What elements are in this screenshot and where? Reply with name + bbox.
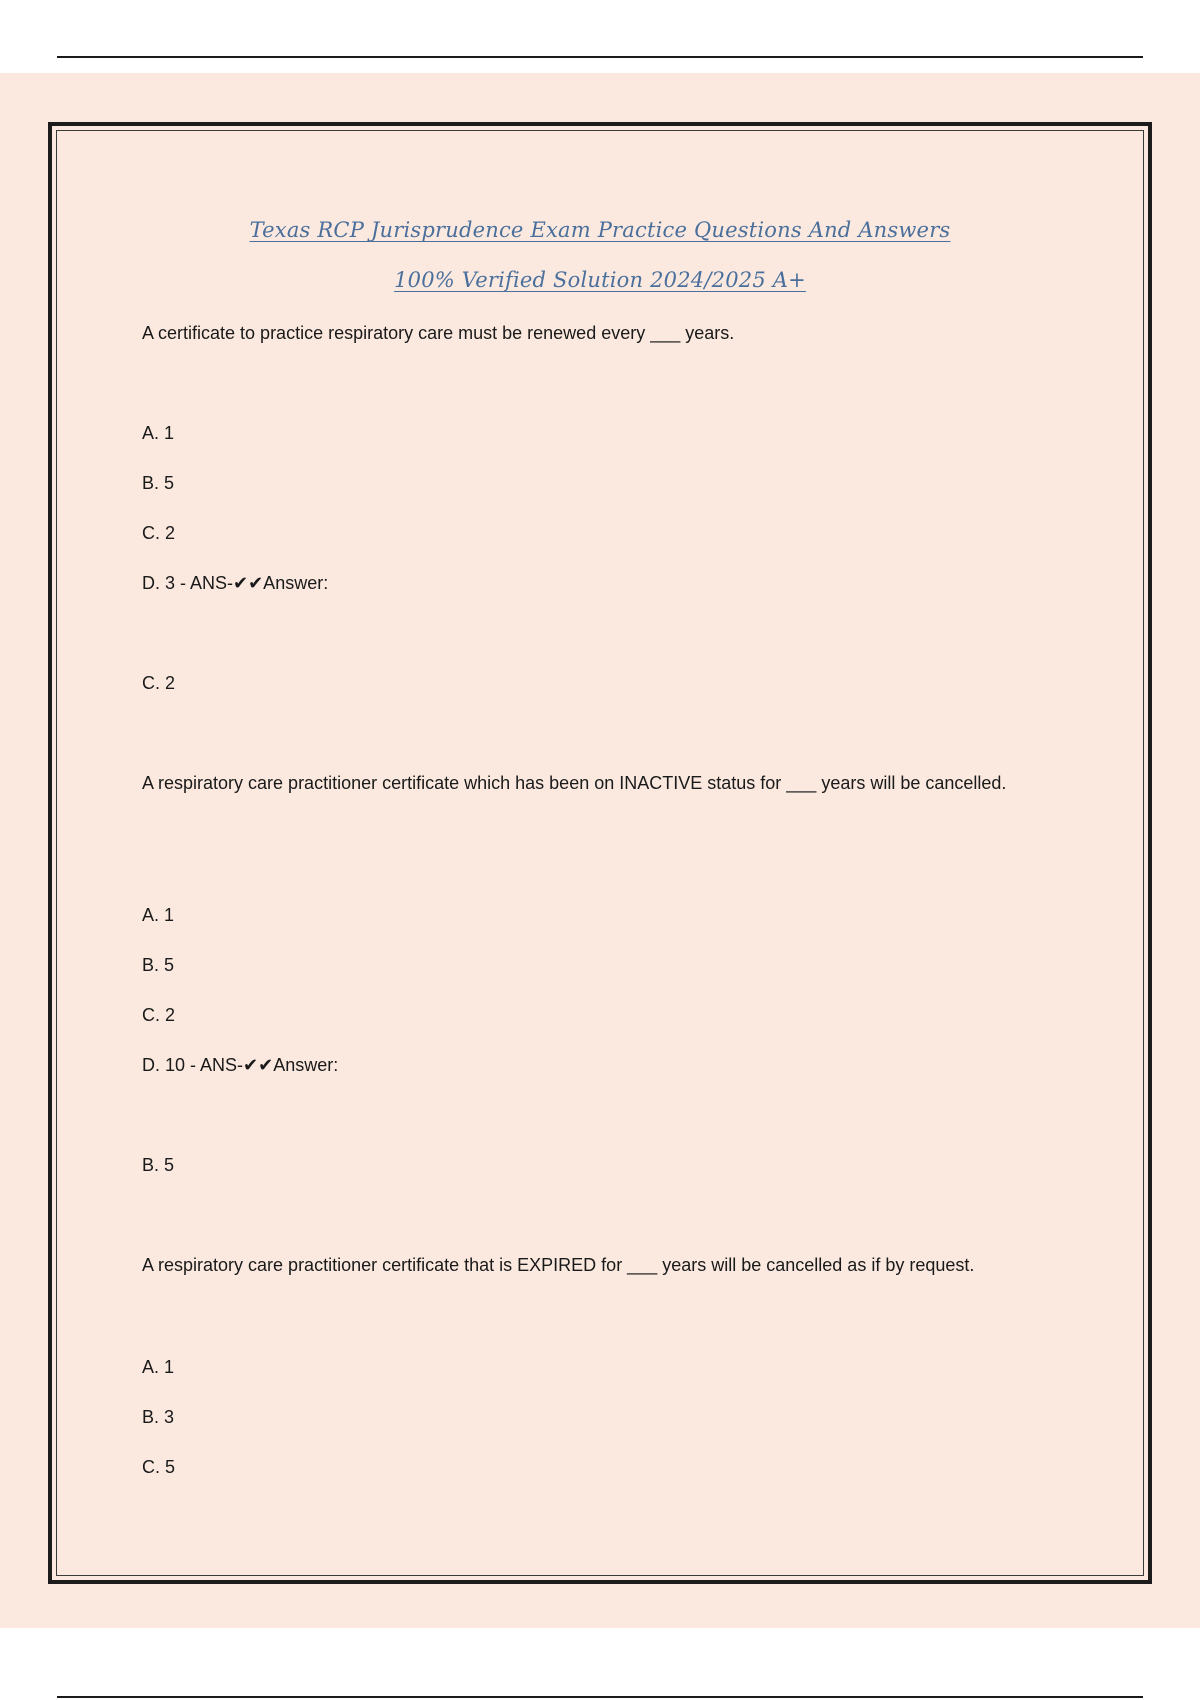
question-2-option-b: B. 5 (142, 955, 175, 975)
document-subtitle: 100% Verified Solution 2024/2025 A+ (394, 268, 806, 292)
question-1-option-b: B. 5 (142, 473, 175, 493)
question-2-option-a: A. 1 (142, 905, 175, 925)
question-2-answer: B. 5 (142, 1155, 175, 1175)
question-2-option-c: C. 2 (142, 1005, 176, 1025)
question-3-text: A respiratory care practitioner certificate that is EXPIRED for ___ years will be cancelled as if by request. (142, 1255, 975, 1275)
question-3-option-c: C. 5 (142, 1457, 176, 1477)
question-2-option-d: D. 10 - ANS-✔✔Answer: (142, 1055, 339, 1075)
document-title: Texas RCP Jurisprudence Exam Practice Questions And Answers (249, 218, 951, 242)
question-1-option-a: A. 1 (142, 423, 175, 443)
question-1-answer: C. 2 (142, 673, 176, 693)
question-3-option-b: B. 3 (142, 1407, 175, 1427)
question-1-option-c: C. 2 (142, 523, 176, 543)
footer-rule (57, 1696, 1143, 1698)
question-1-text: A certificate to practice respiratory care must be renewed every ___ years. (142, 323, 735, 343)
question-1-option-d: D. 3 - ANS-✔✔Answer: (142, 573, 329, 593)
question-3-option-a: A. 1 (142, 1357, 175, 1377)
question-2-text: A respiratory care practitioner certificate which has been on INACTIVE status for ___ years will be cancelled. (142, 773, 1007, 793)
header-rule (57, 56, 1143, 58)
